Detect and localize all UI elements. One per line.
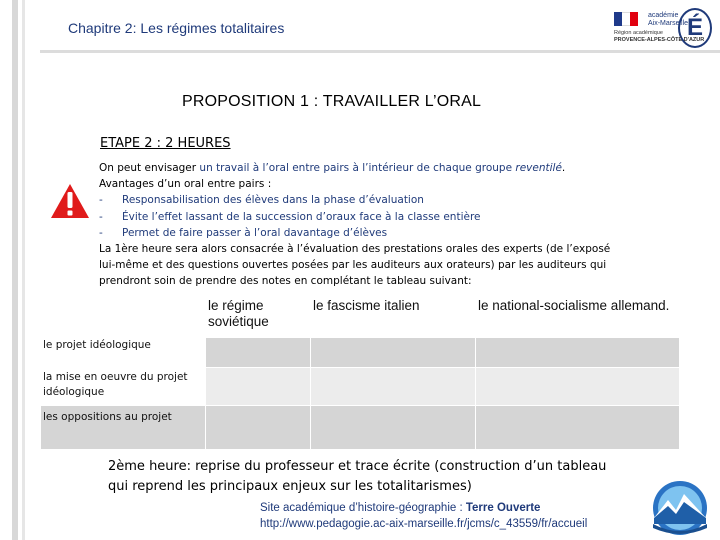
table-row	[41, 368, 680, 406]
proposition-title: PROPOSITION 1 : TRAVAILLER L’ORAL	[182, 93, 482, 110]
footer	[260, 500, 587, 532]
table-cell[interactable]	[206, 406, 311, 450]
row-label: le projet idéologique	[41, 338, 206, 368]
body-line-1: On peut envisager un travail à l’oral entre pairs à l’intérieur de chaque groupe reventilé.	[99, 162, 566, 174]
row-label: la mise en oeuvre du projet idéologique	[41, 368, 206, 406]
row-label: les oppositions au projet	[41, 406, 206, 450]
table-cell[interactable]	[311, 368, 476, 406]
logo-e-letter: É	[678, 8, 712, 48]
second-hour-text: 2ème heure: reprise du professeur et trace écrite (construction d’un tableau qui reprend les principaux enjeux sur les totalitarismes)	[108, 459, 607, 494]
academie-logo	[612, 6, 712, 52]
table-cell[interactable]	[476, 338, 680, 368]
table-row	[41, 406, 680, 450]
left-decor-bar	[12, 0, 18, 540]
paragraph-line: prendront soin de prendre des notes en complétant le tableau suivant:	[99, 275, 472, 288]
footer-site-name: Terre Ouverte	[465, 502, 541, 514]
logo-region-line2: PROVENCE-ALPES-CÔTE D'AZUR	[614, 36, 705, 43]
footer-site-line: Site académique d’histoire-géographie : Terre Ouverte	[260, 502, 541, 514]
logo-academie-line2: Aix-Marseille	[648, 20, 689, 27]
warning-triangle-icon	[50, 183, 90, 219]
paragraph-line: lui-même et des questions ouvertes posées par les auditeurs aux orateurs) par les auditeurs qui	[99, 259, 607, 272]
left-decor-bar-thin	[22, 0, 25, 540]
column-header-soviet: le régime soviétique	[206, 298, 311, 338]
table-header-row	[41, 298, 680, 338]
table-cell[interactable]	[476, 406, 680, 450]
comparison-table	[40, 297, 680, 450]
table-row	[41, 338, 680, 368]
french-flag-icon	[614, 12, 638, 26]
column-header-nazism: le national-socialisme allemand.	[476, 298, 680, 338]
mountain-logo-icon	[650, 480, 710, 536]
etape-heading: ETAPE 2 : 2 HEURES	[100, 136, 231, 151]
table-corner-cell	[41, 298, 206, 338]
table-cell[interactable]	[476, 368, 680, 406]
paragraph-line: La 1ère heure sera alors consacrée à l’évaluation des prestations orales des experts (de l’exposé	[99, 243, 611, 256]
footer-url-link[interactable]: http://www.pedagogie.ac-aix-marseille.fr/jcms/c_43559/fr/accueil	[260, 518, 588, 530]
table-cell[interactable]	[206, 338, 311, 368]
logo-academie-line1: académie	[648, 12, 679, 19]
chapter-title: Chapitre 2: Les régimes totalitaires	[68, 20, 285, 36]
instructions-block	[99, 160, 659, 290]
bullet-item: - Évite l’effet lassant de la succession d’oraux face à la classe entière	[99, 210, 481, 223]
table-cell[interactable]	[311, 338, 476, 368]
bullet-item: - Permet de faire passer à l’oral davantage d’élèves	[99, 226, 388, 239]
logo-region-line1: Région académique	[614, 30, 663, 36]
column-header-fascism: le fascisme italien	[311, 298, 476, 338]
body-line-2: Avantages d’un oral entre pairs :	[99, 178, 272, 191]
table-cell[interactable]	[206, 368, 311, 406]
bullet-item: - Responsabilisation des élèves dans la phase d’évaluation	[99, 194, 424, 207]
table-cell[interactable]	[311, 406, 476, 450]
